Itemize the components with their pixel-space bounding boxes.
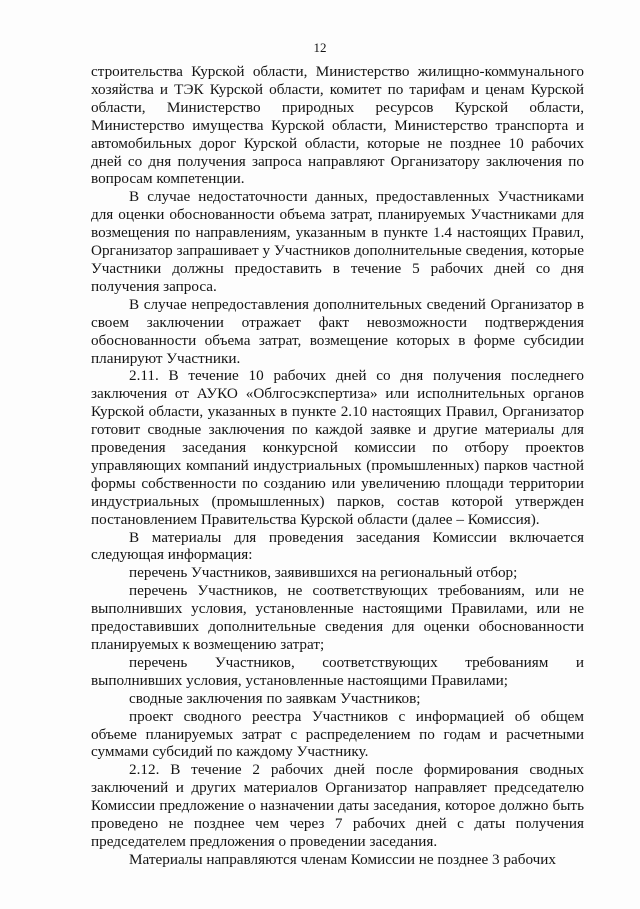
paragraph-non-provision: В случае непредоставления дополнительных сведений Организатор в своем заключении отражает факт невозможности подтверждения обоснованности объема затрат, возмещение которых в форме субсидии планируют Участники.: [91, 295, 584, 367]
paragraph-insufficient-data: В случае недостаточности данных, предоставленных Участниками для оценки обоснованности объема затрат, планируемых Участниками для возмещения по направлениям, указанным в пункте 1.4 настоящих Правил, Организатор запрашивает у Участников дополнительные сведения, которые Участники должны предоставить в течение 5 рабочих дней со дня получения запроса.: [91, 188, 584, 295]
paragraph-clause-2-12: 2.12. В течение 2 рабочих дней после формирования сводных заключений и других материалов Организатор направляет председателю Комиссии предложение о назначении даты заседания, которое должно быть проведено не позднее чем через 7 рабочих дней с даты получения председателем предложения о проведении заседания.: [91, 761, 584, 850]
list-item-compliant: перечень Участников, соответствующих требованиям и выполнивших условия, установленные настоящими Правилами;: [91, 653, 584, 689]
list-item-summary-conclusions: сводные заключения по заявкам Участников;: [129, 689, 421, 707]
document-body: [91, 63, 584, 869]
list-item-registry-draft: проект сводного реестра Участников с информацией об общем объеме планируемых затрат с распределением по годам и расчетными суммами субсидий по каждому Участнику.: [91, 707, 584, 761]
list-item-non-compliant: перечень Участников, не соответствующих требованиям, или не выполнивших условия, установленные настоящими Правилами, или не предоставивших дополнительные сведения для оценки обоснованности планируемых к возмещению затрат;: [91, 582, 584, 653]
paragraph-materials-sent: Материалы направляются членам Комиссии не позднее 3 рабочих: [129, 850, 557, 868]
page-number: 12: [313, 40, 327, 55]
paragraph-ministries-continuation: строительства Курской области, Министерство жилищно-коммунального хозяйства и ТЭК Курской области, комитет по тарифам и ценам Курской области, Министерство природных ресурсов Курской области, Министерство имущества Курской области, Министерство транспорта и автомобильных дорог Курской области, которые не позднее 10 рабочих дней со дня получения запроса направляют Организатору заключения по вопросам компетенции.: [91, 63, 584, 188]
paragraph-materials-intro: В материалы для проведения заседания Комиссии включается следующая информация:: [91, 528, 584, 564]
list-item-applicants: перечень Участников, заявившихся на региональный отбор;: [129, 564, 518, 582]
paragraph-clause-2-11: 2.11. В течение 10 рабочих дней со дня получения последнего заключения от АУКО «Облгосэкспертиза» или исполнительных органов Курской области, указанных в пункте 2.10 настоящих Правил, Организатор готовит сводные заключения по каждой заявке и другие материалы для проведения заседания конкурсной комиссии по отбору проектов управляющих компаний индустриальных (промышленных) парков частной формы собственности по созданию или увеличению площади территории индустриальных (промышленных) парков, состав которой утвержден постановлением Правительства Курской области (далее – Комиссия).: [91, 367, 584, 528]
